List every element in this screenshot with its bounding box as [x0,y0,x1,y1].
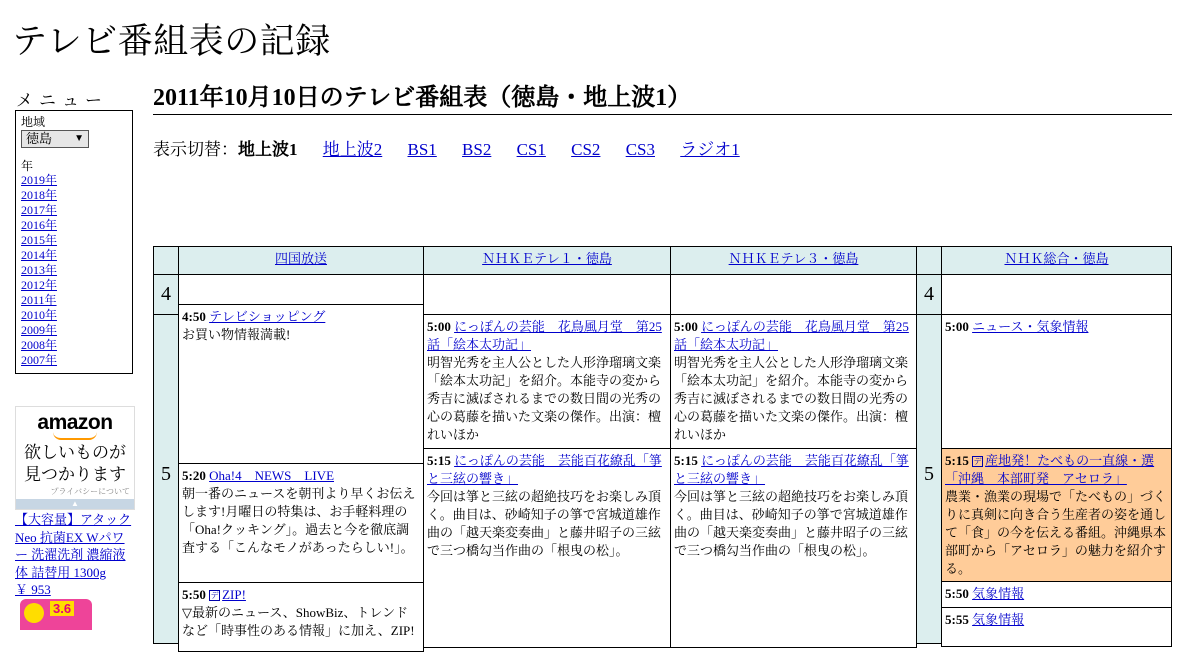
ad-collapse-arrow-icon[interactable]: ▲ [16,499,134,509]
program-desc: 今回は箏と三絃の超絶技巧をお楽しみ頂く。曲目は、砂崎知子の箏で宮城道雄作曲の「越天楽変奏曲」と藤井昭子の三絃で三つ橋勾当作曲の「根曳の松」。 [427,489,662,558]
program-cell [178,463,424,583]
channel-header-4 [941,246,1172,275]
ad-privacy-link[interactable]: プライバシーについて [50,487,130,496]
product-image[interactable] [20,599,92,630]
hour-label: 4 [153,274,179,315]
year-link[interactable]: 2015年 [21,233,58,247]
region-selected-value: 徳島 [26,131,53,146]
switcher-link-terrestrial2[interactable]: 地上波2 [322,140,383,159]
year-link[interactable]: 2011年 [21,293,57,307]
year-link[interactable]: 2019年 [21,173,58,187]
program-cell [941,314,1172,449]
switcher-link-cs3[interactable]: CS3 [625,140,655,159]
hour-label: 4 [916,274,942,315]
year-link[interactable]: 2013年 [21,263,58,277]
program-time: 5:00 [945,319,969,334]
year-link[interactable]: 2018年 [21,188,58,202]
program-time: 5:55 [945,612,969,627]
grid-corner [153,246,179,275]
program-title-link[interactable]: にっぽんの芸能 花鳥風月堂 第25話「絵本太功記」 [674,319,909,352]
program-cell [670,314,917,449]
switcher-current: 地上波1 [238,140,298,159]
switcher-link-cs1[interactable]: CS1 [516,140,546,159]
year-link[interactable]: 2012年 [21,278,58,292]
empty-slot [670,274,917,315]
program-title-link[interactable]: 産地発！たべもの一直線・選「沖縄 本部町発 アセロラ」 [945,453,1155,486]
product-link[interactable]: 【大容量】アタック Neo 抗菌EX Wパワー 洗濯洗剤 濃縮液体 詰替用 1300g [15,512,132,580]
program-title-link[interactable]: ニュース・気象情報 [972,319,1089,334]
program-time: 4:50 [182,309,206,324]
program-time: 5:15 [674,453,698,468]
program-cell [178,304,424,464]
year-link[interactable]: 2009年 [21,323,58,337]
region-select[interactable] [21,130,89,148]
year-label: 年 [21,159,34,173]
product-badge: 3.6 [50,601,74,616]
program-title-link[interactable]: Oha!4 NEWS LIVE [209,468,335,483]
program-desc: 今回は箏と三絃の超絶技巧をお楽しみ頂く。曲目は、砂崎知子の箏で宮城道雄作曲の「越天楽変奏曲」と藤井昭子の三絃で三つ橋勾当作曲の「根曳の松」。 [674,489,909,558]
ad-text-line2: 見つかります [24,465,126,484]
program-cell [178,582,424,652]
product-circle-icon [24,603,44,623]
program-time: 5:15 [427,453,451,468]
year-link[interactable]: 2010年 [21,308,58,322]
program-grid [153,246,1172,638]
channel-link-shikoku[interactable]: 四国放送 [274,251,327,266]
year-link[interactable]: 2008年 [21,338,58,352]
program-desc: 明智光秀を主人公とした人形浄瑠璃文楽「絵本太功記」を紹介。本能寺の変から秀吉に滅ぼされるまでの数日間の光秀の心の葛藤を描いた文楽の傑作。出演：檀れいほか [674,355,909,442]
year-link[interactable]: 2016年 [21,218,58,232]
page-title: 2011年10月10日のテレビ番組表（徳島・地上波1） [153,84,1172,115]
year-link[interactable]: 2014年 [21,248,58,262]
program-desc: お買い物情報満載! [182,327,291,342]
switcher-link-bs1[interactable]: BS1 [407,140,437,159]
channel-link-sogo[interactable]: ＮＨＫ総合・徳島 [1004,251,1109,266]
view-switcher [153,135,740,160]
hour-label: 5 [916,314,942,644]
program-title-link[interactable]: 気象情報 [972,586,1025,601]
program-cell [670,448,917,648]
program-time: 5:00 [427,319,451,334]
switcher-link-bs2[interactable]: BS2 [462,140,492,159]
program-cell [423,314,671,449]
year-link[interactable]: 2007年 [21,353,58,367]
program-time: 5:00 [674,319,698,334]
channel-header-3 [670,246,917,275]
program-desc: 農業・漁業の現場で「たべもの」づくりに真剣に向き合う生産者の姿を通して「食」の今を伝える番組。沖縄県本部町から「アセロラ」の魅力を紹介する。 [945,489,1167,576]
switcher-link-cs2[interactable]: CS2 [571,140,601,159]
program-title-link[interactable]: 気象情報 [972,612,1025,627]
switcher-link-radio1[interactable]: ラジオ1 [680,140,740,159]
empty-slot [941,274,1172,315]
program-cell [941,581,1172,608]
channel-link-etele1[interactable]: ＮＨＫＥテレ１・徳島 [482,251,612,266]
switcher-label: 表示切替： [153,140,238,159]
digital-data-icon: デ [973,457,982,466]
hour-label: 5 [153,314,179,644]
grid-corner-2 [916,246,942,275]
program-time: 5:50 [182,587,206,602]
program-desc: 明智光秀を主人公とした人形浄瑠璃文楽「絵本太功記」を紹介。本能寺の変から秀吉に滅ぼされるまでの数日間の光秀の心の葛藤を描いた文楽の傑作。出演：檀れいほか [427,355,662,442]
menu-box [15,110,133,374]
channel-header-1 [178,246,424,275]
program-cell-highlighted [941,448,1172,582]
year-link[interactable]: 2017年 [21,203,58,217]
program-time: 5:15 [945,453,969,468]
program-title-link[interactable]: テレビショッピング [209,309,326,324]
program-time: 5:20 [182,468,206,483]
site-title: テレビ番組表の記録 [12,22,331,61]
program-time: 5:50 [945,586,969,601]
program-cell [423,448,671,648]
empty-slot [423,274,671,315]
empty-slot [178,274,424,305]
program-title-link[interactable]: ZIP! [222,587,246,602]
menu-title: メニュー [16,91,108,110]
program-desc: 朝一番のニュースを朝刊より早くお伝えします!月曜日の特集は、お手軽料理の「Oha!クッキング」。過去と今を徹底調査する「こんなモノがあったらしい!」。 [182,486,416,555]
amazon-logo: amazon [37,411,113,434]
program-cell [941,607,1172,647]
dropdown-arrow-icon: ▼ [74,133,84,144]
ad-text-line1: 欲しいものが [24,443,126,462]
product-price[interactable]: ￥ 953 [15,582,51,597]
channel-header-2 [423,246,671,275]
program-title-link[interactable]: にっぽんの芸能 芸能百花繚乱「箏と三絃の響き」 [427,453,662,486]
amazon-ad-banner[interactable] [15,406,135,510]
program-title-link[interactable]: にっぽんの芸能 芸能百花繚乱「箏と三絃の響き」 [674,453,909,486]
region-label: 地域 [21,115,46,129]
program-title-link[interactable]: にっぽんの芸能 花鳥風月堂 第25話「絵本太功記」 [427,319,662,352]
digital-data-icon: デ [210,591,219,600]
channel-link-etele3[interactable]: ＮＨＫＥテレ３・徳島 [728,251,859,266]
program-desc: ▽最新のニュース、ShowBiz、トレンドなど「時事性のある情報」に加え、ZIP! [182,605,415,638]
